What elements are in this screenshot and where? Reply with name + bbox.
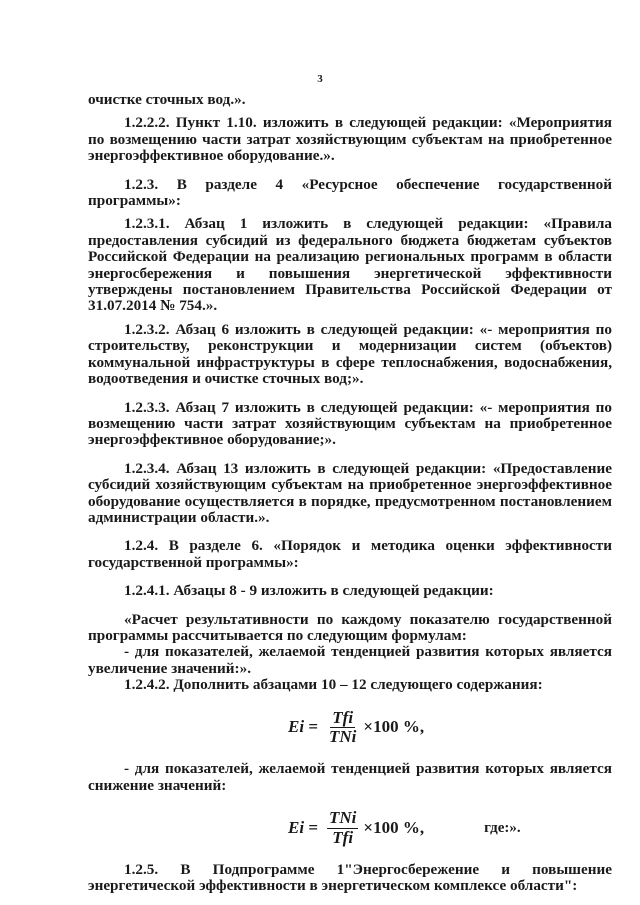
page-number: 3 (317, 73, 323, 85)
paragraph: «Расчет результативности по каждому показателю государственной программы рассчитывается по следующим формулам: (88, 610, 612, 644)
paragraph: 1.2.4.2. Дополнить абзацами 10 – 12 следующего содержания: (124, 676, 543, 694)
document-body (88, 92, 612, 895)
paragraph: - для показателей, желаемой тенденцией развития которых является снижение значений: (88, 760, 612, 794)
formula-lhs: Ei = (288, 717, 318, 737)
paragraph: 1.2.4. В разделе 6. «Порядок и методика оценки эффективности государственной программы»: (88, 537, 612, 571)
paragraph: 1.2.5. В Подпрограмме 1"Энергосбережение и повышение энергетической эффективности в энергетическом комплексе области": (88, 861, 612, 895)
paragraph: 1.2.3.2. Абзац 6 изложить в следующей редакции: «- мероприятия по строительству, реконструкции и модернизации систем (объектов) коммунальной инфраструктуры в сфере теплоснабжения, водоснабжения, водоотведения и очистке сточных вод;». (88, 320, 612, 388)
paragraph: 1.2.3.3. Абзац 7 изложить в следующей редакции: «- мероприятия по возмещению части затрат хозяйствующим субъектам на приобретенное энергоэффективное оборудование;». (88, 398, 612, 449)
formula-fraction (327, 810, 358, 846)
paragraph: - для показателей, желаемой тенденцией развития которых является увеличение значений:». (88, 643, 612, 677)
formula-fraction (327, 707, 358, 746)
paragraph: 1.2.3.4. Абзац 13 изложить в следующей редакции: «Предоставление субсидий хозяйствующим субъектам на приобретенное энергоэффективное оборудование осуществляется в порядке, предусмотренном постановлением администрации области.». (88, 459, 612, 526)
paragraph: 1.2.3. В разделе 4 «Ресурсное обеспечение государственной программы»: (88, 175, 612, 210)
paragraph: 1.2.2.2. Пункт 1.10. изложить в следующей редакции: «Мероприятия по возмещению части затрат хозяйствующим субъектам на приобретенное энергоэффективное оборудование.». (88, 114, 612, 165)
formula-decrease (288, 810, 612, 846)
paragraph: 1.2.3.1. Абзац 1 изложить в следующей редакции: «Правила предоставления субсидий из федерального бюджета бюджетам субъектов Российской Федерации на реализацию региональных программ в области энергосбережения и повышения энергетической эффективности утверждены постановлением Правительства Российской Федерации от 31.07.2014 № 754.». (88, 215, 612, 315)
formula-numerator: Tfi (332, 707, 354, 727)
formula-increase (288, 707, 612, 746)
formula-multiplier: ×100 %, (363, 817, 425, 837)
formula-numerator: TNi (329, 808, 357, 828)
paragraph: 1.2.4.1. Абзацы 8 - 9 изложить в следующей редакции: (124, 582, 494, 600)
formula-lhs: Ei = (288, 817, 318, 837)
paragraph: очистке сточных вод.». (88, 91, 246, 108)
formula-denominator: TNi (329, 727, 357, 746)
formula-denominator: Tfi (332, 827, 354, 847)
formula-where-label: где:». (484, 819, 521, 836)
formula-multiplier: ×100 %, (363, 717, 425, 737)
